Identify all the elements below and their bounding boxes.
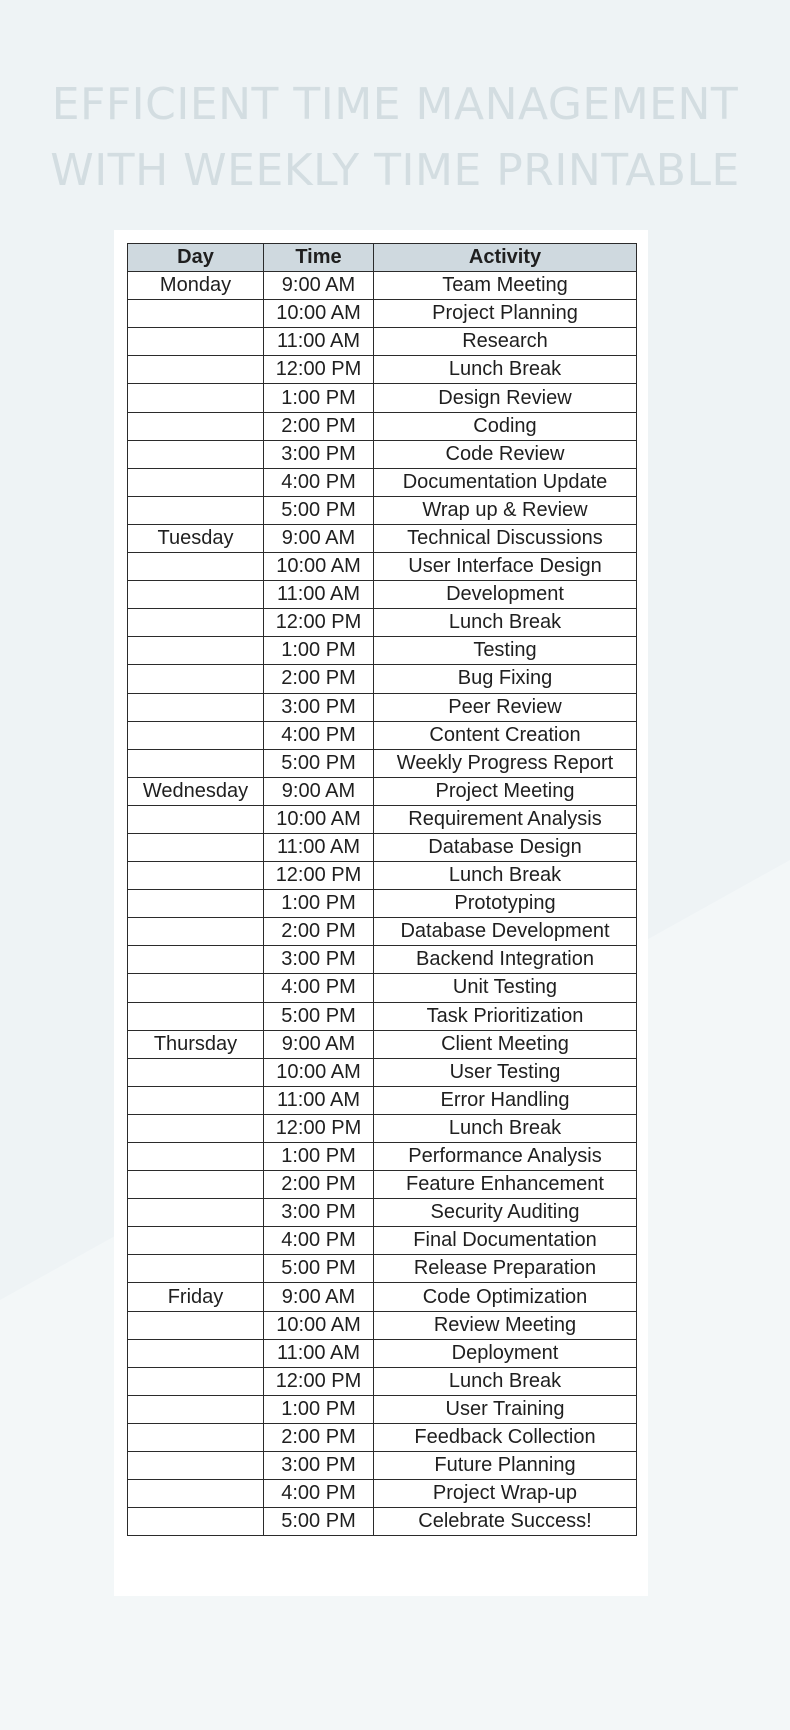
time-cell: 12:00 PM <box>264 609 374 637</box>
table-row <box>128 581 637 609</box>
activity-cell: Team Meeting <box>374 272 637 300</box>
table-row <box>128 328 637 356</box>
time-cell: 10:00 AM <box>264 1058 374 1086</box>
time-cell: 12:00 PM <box>264 1367 374 1395</box>
table-row <box>128 946 637 974</box>
day-cell <box>128 974 264 1002</box>
time-cell: 5:00 PM <box>264 749 374 777</box>
activity-cell: Code Review <box>374 440 637 468</box>
activity-cell: Final Documentation <box>374 1227 637 1255</box>
table-row <box>128 749 637 777</box>
table-row <box>128 1086 637 1114</box>
day-cell <box>128 946 264 974</box>
time-cell: 12:00 PM <box>264 1114 374 1142</box>
time-cell: 5:00 PM <box>264 496 374 524</box>
activity-cell: Lunch Break <box>374 1114 637 1142</box>
table-row <box>128 1452 637 1480</box>
page-title-line-2: WITH WEEKLY TIME PRINTABLE <box>50 145 740 196</box>
activity-cell: Lunch Break <box>374 609 637 637</box>
activity-cell: Content Creation <box>374 721 637 749</box>
table-row <box>128 1002 637 1030</box>
time-cell: 10:00 AM <box>264 553 374 581</box>
table-row <box>128 1030 637 1058</box>
day-cell <box>128 1395 264 1423</box>
table-row <box>128 384 637 412</box>
time-cell: 3:00 PM <box>264 946 374 974</box>
table-row <box>128 272 637 300</box>
activity-cell: Security Auditing <box>374 1199 637 1227</box>
table-row <box>128 1367 637 1395</box>
day-cell <box>128 496 264 524</box>
day-cell: Thursday <box>128 1030 264 1058</box>
table-row <box>128 609 637 637</box>
time-cell: 9:00 AM <box>264 777 374 805</box>
activity-cell: Unit Testing <box>374 974 637 1002</box>
activity-cell: Database Development <box>374 918 637 946</box>
activity-cell: Prototyping <box>374 890 637 918</box>
time-cell: 9:00 AM <box>264 1283 374 1311</box>
table-row <box>128 1508 637 1536</box>
day-cell <box>128 1114 264 1142</box>
activity-cell: Design Review <box>374 384 637 412</box>
table-row <box>128 440 637 468</box>
activity-cell: Lunch Break <box>374 1367 637 1395</box>
day-cell <box>128 1423 264 1451</box>
table-row <box>128 918 637 946</box>
activity-cell: Database Design <box>374 833 637 861</box>
activity-cell: Technical Discussions <box>374 524 637 552</box>
table-row <box>128 300 637 328</box>
activity-cell: Coding <box>374 412 637 440</box>
day-cell <box>128 833 264 861</box>
day-cell <box>128 1452 264 1480</box>
table-row <box>128 693 637 721</box>
header-activity: Activity <box>374 244 637 272</box>
time-cell: 11:00 AM <box>264 581 374 609</box>
activity-cell: Performance Analysis <box>374 1143 637 1171</box>
activity-cell: Research <box>374 328 637 356</box>
day-cell <box>128 665 264 693</box>
schedule-sheet <box>114 230 648 1596</box>
activity-cell: Project Planning <box>374 300 637 328</box>
time-cell: 10:00 AM <box>264 1311 374 1339</box>
time-cell: 2:00 PM <box>264 1423 374 1451</box>
time-cell: 11:00 AM <box>264 328 374 356</box>
table-row <box>128 1311 637 1339</box>
time-cell: 5:00 PM <box>264 1508 374 1536</box>
table-row <box>128 524 637 552</box>
day-cell: Friday <box>128 1283 264 1311</box>
header-time: Time <box>264 244 374 272</box>
page-title <box>0 72 790 204</box>
header-row <box>128 244 637 272</box>
table-header <box>128 244 637 272</box>
time-cell: 12:00 PM <box>264 356 374 384</box>
day-cell: Tuesday <box>128 524 264 552</box>
time-cell: 1:00 PM <box>264 890 374 918</box>
day-cell <box>128 1227 264 1255</box>
activity-cell: Lunch Break <box>374 356 637 384</box>
day-cell <box>128 468 264 496</box>
time-cell: 1:00 PM <box>264 1395 374 1423</box>
day-cell <box>128 356 264 384</box>
table-row <box>128 1423 637 1451</box>
day-cell: Monday <box>128 272 264 300</box>
time-cell: 1:00 PM <box>264 1143 374 1171</box>
day-cell <box>128 1508 264 1536</box>
table-row <box>128 1339 637 1367</box>
day-cell <box>128 1143 264 1171</box>
day-cell <box>128 440 264 468</box>
time-cell: 1:00 PM <box>264 384 374 412</box>
day-cell <box>128 1002 264 1030</box>
table-row <box>128 412 637 440</box>
day-cell <box>128 1311 264 1339</box>
day-cell <box>128 918 264 946</box>
day-cell <box>128 890 264 918</box>
time-cell: 4:00 PM <box>264 721 374 749</box>
weekly-schedule-table <box>127 243 637 1536</box>
activity-cell: Lunch Break <box>374 862 637 890</box>
table-row <box>128 1255 637 1283</box>
day-cell <box>128 384 264 412</box>
activity-cell: Testing <box>374 637 637 665</box>
activity-cell: Project Meeting <box>374 777 637 805</box>
table-row <box>128 637 637 665</box>
activity-cell: User Interface Design <box>374 553 637 581</box>
page-title-line-1: EFFICIENT TIME MANAGEMENT <box>51 79 739 130</box>
activity-cell: Error Handling <box>374 1086 637 1114</box>
activity-cell: Peer Review <box>374 693 637 721</box>
table-row <box>128 805 637 833</box>
activity-cell: Wrap up & Review <box>374 496 637 524</box>
activity-cell: User Training <box>374 1395 637 1423</box>
table-row <box>128 833 637 861</box>
activity-cell: Celebrate Success! <box>374 1508 637 1536</box>
activity-cell: Future Planning <box>374 1452 637 1480</box>
table-row <box>128 1395 637 1423</box>
day-cell <box>128 1339 264 1367</box>
time-cell: 3:00 PM <box>264 1452 374 1480</box>
table-row <box>128 1227 637 1255</box>
day-cell <box>128 637 264 665</box>
table-row <box>128 1058 637 1086</box>
table-row <box>128 777 637 805</box>
activity-cell: Documentation Update <box>374 468 637 496</box>
time-cell: 11:00 AM <box>264 1086 374 1114</box>
activity-cell: Deployment <box>374 1339 637 1367</box>
table-row <box>128 1199 637 1227</box>
day-cell <box>128 1086 264 1114</box>
table-row <box>128 974 637 1002</box>
time-cell: 11:00 AM <box>264 833 374 861</box>
time-cell: 1:00 PM <box>264 637 374 665</box>
time-cell: 2:00 PM <box>264 412 374 440</box>
day-cell <box>128 1255 264 1283</box>
day-cell <box>128 862 264 890</box>
day-cell <box>128 609 264 637</box>
table-row <box>128 665 637 693</box>
table-row <box>128 468 637 496</box>
activity-cell: Weekly Progress Report <box>374 749 637 777</box>
time-cell: 9:00 AM <box>264 1030 374 1058</box>
time-cell: 11:00 AM <box>264 1339 374 1367</box>
day-cell <box>128 1367 264 1395</box>
time-cell: 9:00 AM <box>264 272 374 300</box>
activity-cell: Project Wrap-up <box>374 1480 637 1508</box>
day-cell <box>128 805 264 833</box>
day-cell <box>128 721 264 749</box>
activity-cell: User Testing <box>374 1058 637 1086</box>
activity-cell: Review Meeting <box>374 1311 637 1339</box>
time-cell: 4:00 PM <box>264 974 374 1002</box>
day-cell <box>128 1058 264 1086</box>
table-row <box>128 862 637 890</box>
day-cell <box>128 553 264 581</box>
activity-cell: Task Prioritization <box>374 1002 637 1030</box>
time-cell: 12:00 PM <box>264 862 374 890</box>
time-cell: 4:00 PM <box>264 468 374 496</box>
day-cell <box>128 1171 264 1199</box>
day-cell <box>128 1199 264 1227</box>
header-day: Day <box>128 244 264 272</box>
day-cell <box>128 749 264 777</box>
table-row <box>128 1143 637 1171</box>
time-cell: 9:00 AM <box>264 524 374 552</box>
table-body <box>128 272 637 1536</box>
table-row <box>128 1171 637 1199</box>
activity-cell: Code Optimization <box>374 1283 637 1311</box>
table-row <box>128 496 637 524</box>
table-row <box>128 1283 637 1311</box>
time-cell: 4:00 PM <box>264 1227 374 1255</box>
activity-cell: Backend Integration <box>374 946 637 974</box>
time-cell: 3:00 PM <box>264 1199 374 1227</box>
time-cell: 5:00 PM <box>264 1002 374 1030</box>
activity-cell: Feedback Collection <box>374 1423 637 1451</box>
activity-cell: Client Meeting <box>374 1030 637 1058</box>
activity-cell: Bug Fixing <box>374 665 637 693</box>
activity-cell: Requirement Analysis <box>374 805 637 833</box>
activity-cell: Development <box>374 581 637 609</box>
time-cell: 4:00 PM <box>264 1480 374 1508</box>
day-cell <box>128 693 264 721</box>
activity-cell: Feature Enhancement <box>374 1171 637 1199</box>
time-cell: 5:00 PM <box>264 1255 374 1283</box>
table-row <box>128 1480 637 1508</box>
day-cell <box>128 412 264 440</box>
table-row <box>128 553 637 581</box>
day-cell <box>128 328 264 356</box>
time-cell: 3:00 PM <box>264 693 374 721</box>
time-cell: 2:00 PM <box>264 918 374 946</box>
time-cell: 2:00 PM <box>264 1171 374 1199</box>
table-row <box>128 721 637 749</box>
day-cell <box>128 1480 264 1508</box>
time-cell: 10:00 AM <box>264 805 374 833</box>
time-cell: 2:00 PM <box>264 665 374 693</box>
table-row <box>128 1114 637 1142</box>
time-cell: 10:00 AM <box>264 300 374 328</box>
day-cell <box>128 300 264 328</box>
day-cell <box>128 581 264 609</box>
time-cell: 3:00 PM <box>264 440 374 468</box>
table-row <box>128 356 637 384</box>
day-cell: Wednesday <box>128 777 264 805</box>
table-row <box>128 890 637 918</box>
activity-cell: Release Preparation <box>374 1255 637 1283</box>
